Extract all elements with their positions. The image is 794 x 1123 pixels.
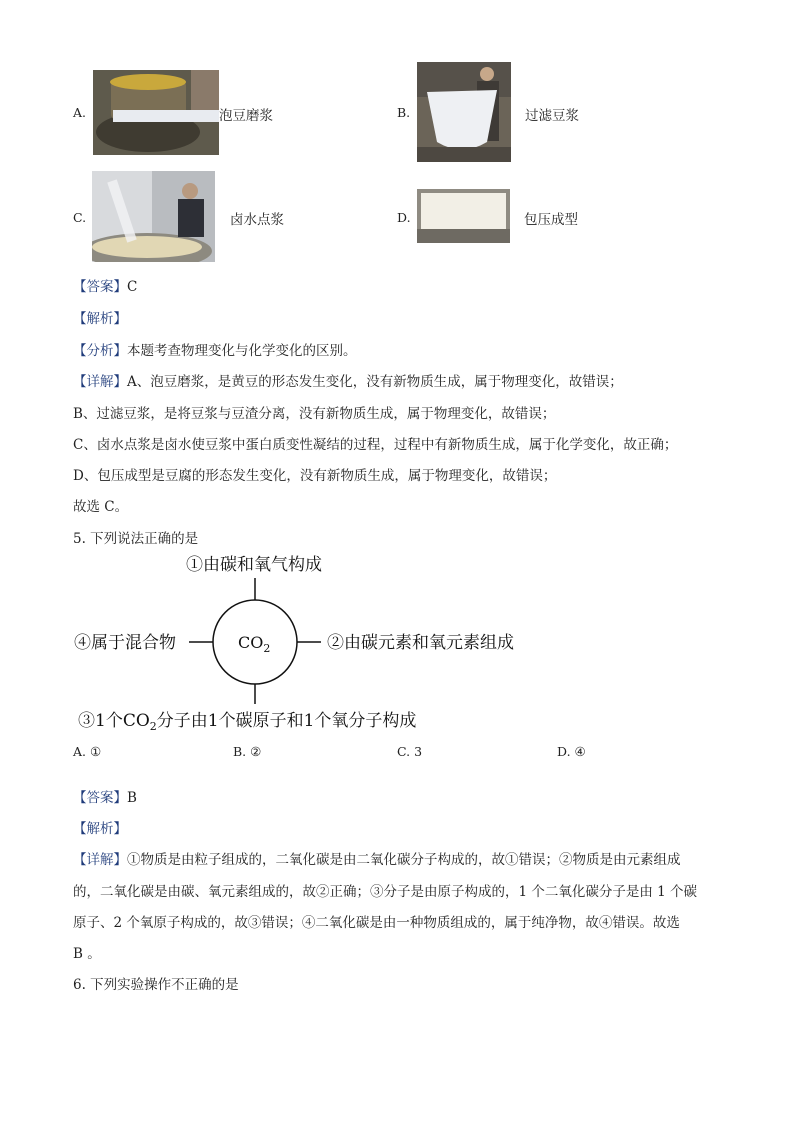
xiangjie-text: ①物质是由粒子组成的，二氧化碳是由二氧化碳分子构成的，故①错误；②物质是由元素组成 bbox=[127, 852, 681, 868]
q4-option-b-label: 过滤豆浆 bbox=[525, 108, 579, 124]
q4-xiangjie-line-d: D、包压成型是豆腐的形态发生变化，没有新物质生成，属于物理变化，故错误； bbox=[73, 468, 557, 484]
q5-option-a: A. ① bbox=[73, 744, 102, 759]
q5-answer bbox=[73, 786, 137, 806]
q5-stem: 5. 下列说法正确的是 bbox=[73, 531, 199, 547]
q4-option-d-label: 包压成型 bbox=[524, 212, 578, 228]
statement-1: ①由碳和氧气构成 bbox=[186, 555, 322, 575]
co2-diagram bbox=[70, 548, 590, 738]
q4-conclusion: 故选 C。 bbox=[73, 499, 129, 515]
tofu-photo bbox=[417, 189, 510, 243]
q4-fenxi bbox=[73, 339, 357, 359]
answer-value: B bbox=[127, 790, 137, 806]
q4-answer bbox=[73, 275, 137, 295]
brine-photo bbox=[92, 171, 215, 262]
analysis-tag: 【解析】 bbox=[73, 821, 127, 837]
q4-xiangjie-line-c: C、卤水点浆是卤水使豆浆中蛋白质变性凝结的过程，过程中有新物质生成，属于化学变化，故正确； bbox=[73, 437, 678, 453]
statement-4: ④属于混合物 bbox=[74, 633, 176, 653]
fenxi-text: 本题考查物理变化与化学变化的区别。 bbox=[127, 343, 357, 359]
q4-option-c-letter: C. bbox=[73, 210, 87, 225]
xiangjie-tag: 【详解】 bbox=[73, 374, 127, 390]
q4-option-a-label: 泡豆磨浆 bbox=[219, 108, 273, 124]
q5-xiangjie-line-4: B 。 bbox=[73, 946, 101, 962]
fenxi-tag: 【分析】 bbox=[73, 343, 127, 359]
q4-analysis-heading bbox=[73, 307, 127, 327]
answer-value: C bbox=[127, 279, 138, 295]
q5-option-b: B. ② bbox=[233, 744, 262, 759]
q4-xiangjie-line-a bbox=[73, 370, 623, 390]
q4-option-b-letter: B. bbox=[397, 105, 411, 120]
statement-2: ②由碳元素和氧元素组成 bbox=[327, 633, 514, 653]
q5-option-c: C. 3 bbox=[397, 744, 423, 759]
q5-option-d: D. ④ bbox=[557, 744, 586, 759]
answer-tag: 【答案】 bbox=[73, 279, 127, 295]
answer-tag: 【答案】 bbox=[73, 790, 127, 806]
analysis-tag: 【解析】 bbox=[73, 311, 127, 327]
q4-option-a-letter: A. bbox=[73, 105, 87, 120]
millstone-photo bbox=[93, 70, 219, 155]
q4-xiangjie-line-b: B、过滤豆浆，是将豆浆与豆渣分离，没有新物质生成，属于物理变化，故错误； bbox=[73, 406, 556, 422]
co2-label: $CO_2$ bbox=[238, 633, 271, 655]
q5-xiangjie-line-2: 的，二氧化碳是由碳、氧元素组成的，故②正确；③分子是由原子构成的，1 个二氧化碳分子是由 1 个碳 bbox=[73, 884, 698, 900]
q5-analysis-heading bbox=[73, 817, 127, 837]
xiangjie-tag: 【详解】 bbox=[73, 852, 127, 868]
q4-option-c-label: 卤水点浆 bbox=[230, 212, 284, 228]
q4-option-d-letter: D. bbox=[397, 210, 411, 225]
q5-xiangjie-line-1 bbox=[73, 848, 681, 868]
filtering-photo bbox=[417, 62, 511, 162]
xiangjie-text: A、泡豆磨浆，是黄豆的形态发生变化，没有新物质生成，属于物理变化，故错误； bbox=[127, 374, 623, 390]
statement-3: ③1个$CO_2$分子由1个碳原子和1个氧分子构成 bbox=[78, 711, 417, 733]
q6-stem: 6. 下列实验操作不正确的是 bbox=[73, 977, 239, 993]
q5-xiangjie-line-3: 原子、2 个氧原子构成的，故③错误；④二氧化碳是由一种物质组成的，属于纯净物，故④错误。故选 bbox=[73, 915, 680, 931]
